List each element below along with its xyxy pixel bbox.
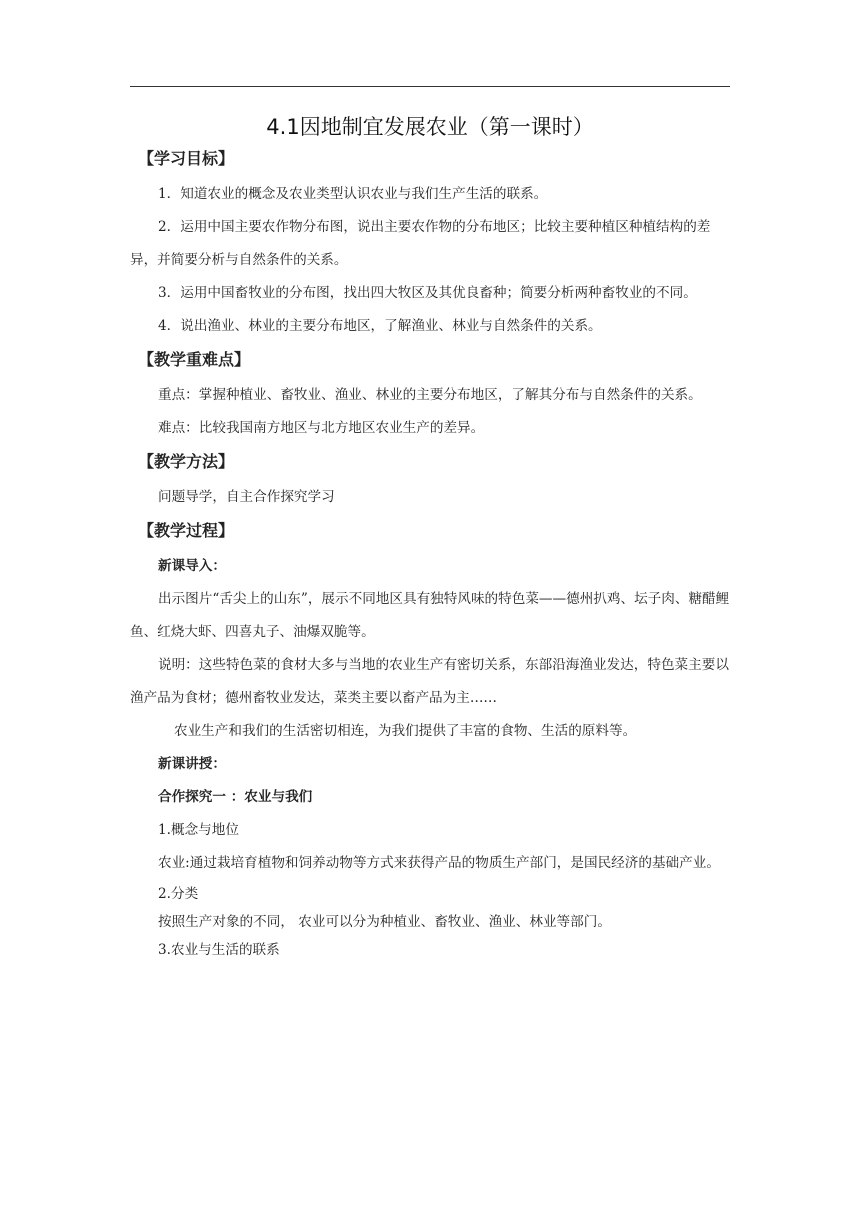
intro-label: 新课导入：	[158, 558, 226, 574]
page-title: 4.1因地制宜发展农业（第一课时）	[266, 115, 594, 139]
key-points: 重点：掌握种植业、畜牧业、渔业、林业的主要分布地区，了解其分布与自然条件的关系。	[158, 387, 702, 403]
item-2-heading: 2.分类	[158, 886, 199, 902]
item-1-text: 农业:通过栽培育植物和饲养动物等方式来获得产品的物质生产部门，是国民经济的基础产业。	[158, 855, 720, 871]
method-heading: 【教学方法】	[138, 452, 235, 471]
header-rule	[130, 86, 730, 87]
item-2-text: 按照生产对象的不同， 农业可以分为种植业、畜牧业、渔业、林业等部门。	[158, 914, 611, 930]
method-text: 问题导学，自主合作探究学习	[158, 489, 335, 505]
item-1-heading: 1.概念与地位	[158, 822, 239, 838]
goal-2: 2．运用中国主要农作物分布图，说出主要农作物的分布地区；比较主要种植区种植结构的差异，并简要分析与自然条件的关系。	[130, 219, 711, 268]
lecture-label: 新课讲授：	[158, 756, 226, 772]
goal-4: 4．说出渔业、林业的主要分布地区，了解渔业、林业与自然条件的关系。	[158, 318, 602, 334]
difficult-points: 难点：比较我国南方地区与北方地区农业生产的差异。	[158, 420, 485, 436]
goal-3: 3．运用中国畜牧业的分布图，找出四大牧区及其优良畜种；简要分析两种畜牧业的不同。	[158, 285, 697, 301]
document-body	[130, 112, 730, 964]
intro-text: 出示图片“舌尖上的山东”，展示不同地区具有独特风味的特色菜——德州扒鸡、坛子肉、糖醋鲤鱼、红烧大虾、四喜丸子、油爆双脆等。	[130, 591, 730, 640]
explain-text: 说明：这些特色菜的食材大多与当地的农业生产有密切关系，东部沿海渔业发达，特色菜主要以渔产品为食材；德州畜牧业发达，菜类主要以畜产品为主……	[130, 657, 729, 706]
life-text: 农业生产和我们的生活密切相连，为我们提供了丰富的食物、生活的原料等。	[174, 723, 637, 739]
inquiry-label: 合作探究一 ：农业与我们	[158, 789, 313, 805]
item-3-heading: 3.农业与生活的联系	[158, 942, 280, 958]
goal-1: 1．知道农业的概念及农业类型认识农业与我们生产生活的联系。	[158, 186, 548, 202]
goals-heading: 【学习目标】	[138, 149, 235, 168]
process-heading: 【教学过程】	[138, 521, 235, 540]
key-heading: 【教学重难点】	[138, 350, 251, 369]
